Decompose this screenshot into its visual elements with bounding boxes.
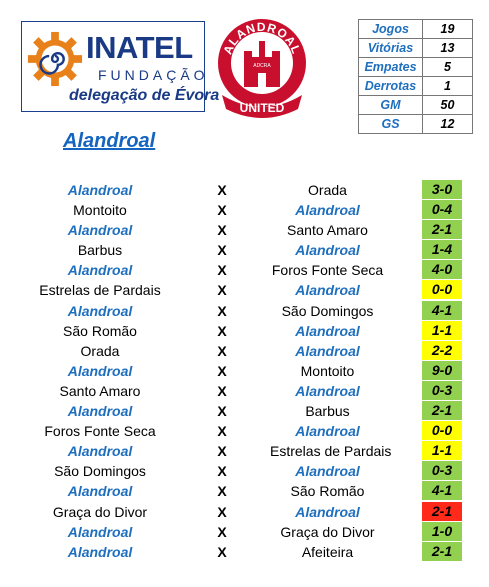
home-team: São Domingos (54, 463, 146, 480)
match-score: 0-3 (422, 381, 462, 401)
versus-mark: X (217, 503, 227, 520)
inatel-brand-text: INATEL (86, 30, 193, 65)
versus-mark: X (217, 523, 227, 540)
versus-mark: X (217, 302, 227, 319)
match-score: 4-1 (422, 481, 462, 501)
away-team: Alandroal (295, 423, 360, 440)
match-row (0, 200, 489, 220)
home-team: Alandroal (67, 443, 133, 460)
match-score: 3-0 (422, 180, 462, 200)
stats-row (359, 115, 473, 134)
page-title: Alandroal (63, 130, 156, 152)
stat-label: Empates (359, 58, 423, 77)
away-team: Alandroal (295, 202, 360, 219)
match-score: 4-0 (422, 260, 462, 280)
match-score: 2-1 (422, 542, 462, 562)
away-team: Orada (308, 182, 347, 198)
stat-value: 5 (423, 58, 473, 77)
away-team: Alandroal (295, 463, 360, 480)
away-team: Alandroal (295, 282, 360, 299)
stat-value: 50 (423, 96, 473, 115)
versus-mark: X (217, 483, 227, 500)
match-score: 0-0 (422, 280, 462, 300)
versus-mark: X (217, 222, 227, 239)
versus-mark: X (217, 543, 227, 560)
stat-value: 13 (423, 39, 473, 58)
versus-mark: X (217, 322, 227, 339)
match-row (0, 481, 489, 501)
versus-mark: X (217, 463, 227, 480)
match-row (0, 522, 489, 542)
away-team: Foros Fonte Seca (271, 262, 384, 279)
match-row (0, 240, 489, 260)
match-score: 2-1 (422, 401, 462, 421)
match-row (0, 461, 489, 481)
away-team: São Romão (290, 483, 365, 500)
versus-mark: X (217, 403, 227, 420)
home-team: Alandroal (67, 523, 133, 540)
stat-value: 12 (423, 115, 473, 134)
home-team: Alandroal (67, 182, 133, 198)
stat-label: GS (359, 115, 423, 134)
away-team: Alandroal (295, 382, 360, 399)
home-team: Alandroal (67, 543, 133, 560)
versus-mark: X (217, 443, 227, 460)
home-team: Alandroal (67, 362, 133, 379)
match-row (0, 280, 489, 300)
badge-top-text: ALANDROAL (220, 19, 304, 57)
match-score: 4-1 (422, 301, 462, 321)
away-team: Alandroal (295, 342, 360, 359)
home-team: São Romão (63, 322, 137, 339)
away-team: Graça do Divor (280, 523, 375, 540)
stat-label: Jogos (359, 20, 423, 39)
stats-row (359, 96, 473, 115)
match-row (0, 301, 489, 321)
badge-monogram: ADCRA (253, 63, 271, 69)
match-row (0, 381, 489, 401)
versus-mark: X (217, 342, 227, 359)
match-score: 1-1 (422, 321, 462, 341)
match-score: 0-4 (422, 200, 462, 220)
match-row (0, 341, 489, 361)
away-team: Montoito (300, 362, 355, 379)
versus-mark: X (217, 242, 227, 259)
away-team: Estrelas de Pardais (270, 443, 392, 460)
versus-mark: X (217, 202, 227, 219)
match-score: 2-1 (422, 220, 462, 240)
versus-mark: X (217, 382, 227, 399)
away-team: Santo Amaro (287, 222, 368, 239)
match-row (0, 180, 489, 200)
home-team: Santo Amaro (59, 382, 141, 399)
away-team: Afeiteira (301, 543, 354, 560)
stats-row (359, 20, 473, 39)
inatel-gear-icon (26, 30, 84, 88)
stats-row (359, 77, 473, 96)
stat-label: Derrotas (359, 77, 423, 96)
match-score: 0-3 (422, 461, 462, 481)
inatel-fundacao-text: FUNDAÇÃO (98, 67, 209, 83)
match-score: 2-1 (422, 502, 462, 522)
versus-mark: X (217, 182, 227, 198)
versus-mark: X (217, 282, 227, 299)
matches-list (0, 180, 489, 562)
home-team: Alandroal (67, 302, 133, 319)
match-row (0, 502, 489, 522)
match-score: 2-2 (422, 341, 462, 361)
versus-mark: X (217, 262, 227, 279)
stats-row (359, 58, 473, 77)
stats-row (359, 39, 473, 58)
inatel-delegacao-text: delegação de Évora (69, 87, 220, 104)
versus-mark: X (217, 423, 227, 440)
match-score: 9-0 (422, 361, 462, 381)
match-row (0, 542, 489, 562)
match-row (0, 220, 489, 240)
away-team: Alandroal (295, 322, 360, 339)
match-row (0, 441, 489, 461)
stat-label: Vitórias (359, 39, 423, 58)
club-badge (214, 15, 310, 123)
match-row (0, 361, 489, 381)
match-row (0, 321, 489, 341)
match-row (0, 421, 489, 441)
match-score: 1-1 (422, 441, 462, 461)
home-team: Barbus (77, 242, 123, 259)
home-team: Alandroal (67, 483, 133, 500)
away-team: Alandroal (295, 503, 360, 520)
stats-table (358, 19, 473, 134)
match-score: 0-0 (422, 421, 462, 441)
inatel-logo (21, 21, 220, 112)
match-score: 1-4 (422, 240, 462, 260)
home-team: Estrelas de Pardais (39, 282, 161, 299)
away-team: Alandroal (295, 242, 360, 259)
match-row (0, 260, 489, 280)
home-team: Graça do Divor (52, 503, 148, 520)
home-team: Alandroal (67, 403, 133, 420)
stat-label: GM (359, 96, 423, 115)
stat-value: 19 (423, 20, 473, 39)
home-team: Orada (80, 342, 120, 359)
home-team: Alandroal (67, 262, 133, 279)
versus-mark: X (217, 362, 227, 379)
away-team: São Domingos (281, 302, 374, 319)
match-row (0, 401, 489, 421)
away-team: Barbus (305, 403, 350, 420)
home-team: Foros Fonte Seca (44, 423, 156, 440)
home-team: Montoito (73, 202, 127, 219)
badge-bottom-text: UNITED (239, 101, 285, 115)
home-team: Alandroal (67, 222, 133, 239)
match-score: 1-0 (422, 522, 462, 542)
stat-value: 1 (423, 77, 473, 96)
